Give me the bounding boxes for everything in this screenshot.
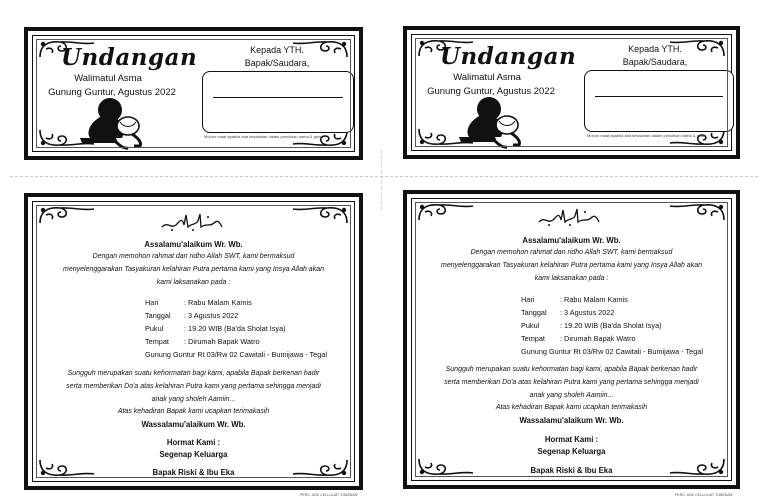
detail-value-day: : Rabu Malam Kamis	[560, 295, 628, 304]
cut-guide-horizontal	[10, 176, 758, 177]
apology-note: Mohon maaf apabila ada kesalahan dalam penulisan nama & gelar	[587, 133, 706, 138]
corner-ornament-icon	[668, 202, 726, 222]
signers: Bapak Riski & Ibu Eka	[530, 466, 613, 475]
event-address: Gunung Guntur Rt 03/Rw 02 Cawitali - Bumijawa - Tegal	[145, 350, 327, 359]
bismillah-calligraphy	[537, 206, 601, 228]
corner-ornament-icon	[38, 205, 96, 225]
recipient-name-line	[213, 97, 343, 98]
corner-ornament-icon	[291, 205, 349, 225]
to-label: Kepada YTH.	[628, 44, 682, 54]
bismillah-calligraphy	[160, 211, 224, 233]
thanks-line: Atas kehadiran Bapak kami ucapkan terimakasih	[495, 404, 648, 411]
cover-card-left	[24, 27, 363, 160]
detail-label-place: Tempat	[145, 337, 169, 346]
regards: Hormat Kami :	[166, 438, 221, 447]
intro-line-2: menyelenggarakan Tasyakuran kelahiran Putra pertama kami yang Insya Allah akan	[63, 266, 324, 273]
closing-line-2: serta memberikan Do'a atas kelahiran Putra kami yang pertama sehingga menjadi	[66, 383, 321, 390]
to-name: Bapak/Saudara,	[244, 58, 310, 68]
closing-line-3: anak yang sholeh Aamiin...	[529, 392, 614, 399]
cover-place-date: Gunung Guntur, Agustus 2022	[48, 87, 176, 98]
detail-label-date: Tanggal	[145, 311, 171, 320]
baby-illustration	[76, 94, 146, 152]
invitation-card-right	[403, 190, 740, 489]
detail-label-day: Hari	[521, 295, 535, 304]
greeting: Assalamu'alaikum Wr. Wb.	[522, 236, 621, 245]
detail-value-date: : 3 Agustus 2022	[184, 311, 239, 320]
detail-value-place: : Dirumah Bapak Watro	[184, 337, 260, 346]
intro-line-2: menyelenggarakan Tasyakuran kelahiran Putra pertama kami yang Insya Allah akan	[441, 262, 702, 269]
cover-event: Walimatul Asma	[74, 73, 142, 84]
recipient-name-box[interactable]	[584, 70, 734, 132]
closing-line-3: anak yang sholeh Aamiin...	[151, 396, 236, 403]
cover-event: Walimatul Asma	[453, 72, 521, 83]
detail-label-date: Tanggal	[521, 308, 547, 317]
greeting: Assalamu'alaikum Wr. Wb.	[144, 240, 243, 249]
farewell: Wassalamu'alaikum Wr. Wb.	[141, 420, 246, 429]
to-label: Kepada YTH.	[250, 45, 304, 55]
intro-line-1: Dengan memohon rahmat dan ridho Allah SWT, kami bermaksud	[470, 249, 673, 256]
intro-line-3: kami laksanakan pada :	[534, 275, 609, 282]
to-name: Bapak/Saudara,	[622, 57, 688, 67]
thanks-line: Atas kehadiran Bapak kami ucapkan terimakasih	[117, 408, 270, 415]
detail-label-day: Hari	[145, 298, 159, 307]
intro-line-1: Dengan memohon rahmat dan ridho Allah SWT, kami bermaksud	[92, 253, 295, 260]
farewell: Wassalamu'alaikum Wr. Wb.	[519, 416, 624, 425]
detail-value-day: : Rabu Malam Kamis	[184, 298, 252, 307]
regards: Hormat Kami :	[544, 435, 599, 444]
corner-ornament-icon	[417, 202, 475, 222]
detail-label-time: Pukul	[145, 324, 164, 333]
family: Segenap Keluarga	[537, 447, 606, 456]
detail-value-date: : 3 Agustus 2022	[560, 308, 615, 317]
print-credit: PERC. ANK CELLULAR "DINANAN"	[675, 493, 734, 497]
detail-value-place: : Dirumah Bapak Watro	[560, 334, 636, 343]
detail-label-time: Pukul	[521, 321, 540, 330]
closing-line-1: Sungguh merupakan suatu kehormatan bagi kami, apabila Bapak berkenan hadir	[445, 366, 698, 373]
baby-illustration	[455, 93, 525, 151]
print-credit: PERC. ANK CELLULAR "DINANAN"	[300, 493, 359, 497]
apology-note: Mohon maaf apabila ada kesalahan dalam penulisan nama & gelar	[204, 134, 323, 139]
invitation-card-left	[24, 193, 363, 490]
closing-line-1: Sungguh merupakan suatu kehormatan bagi kami, apabila Bapak berkenan hadir	[67, 370, 320, 377]
intro-line-3: kami laksanakan pada :	[156, 279, 231, 286]
closing-line-2: serta memberikan Do'a atas kelahiran Putra kami yang pertama sehingga menjadi	[444, 379, 699, 386]
cover-title: Undangan	[440, 43, 577, 70]
cut-guide-vertical	[381, 150, 382, 210]
detail-value-time: : 19.20 WIB (Ba'da Sholat Isya)	[184, 324, 286, 333]
detail-value-time: : 19.20 WIB (Ba'da Sholat Isya)	[560, 321, 662, 330]
signers: Bapak Riski & Ibu Eka	[152, 468, 235, 477]
cover-place-date: Gunung Guntur, Agustus 2022	[427, 86, 555, 97]
recipient-name-line	[595, 96, 723, 97]
cover-title: Undangan	[61, 44, 198, 71]
cover-card-right	[403, 26, 740, 159]
event-address: Gunung Guntur Rt 03/Rw 02 Cawitali - Bumijawa - Tegal	[521, 347, 703, 356]
family: Segenap Keluarga	[159, 450, 228, 459]
detail-label-place: Tempat	[521, 334, 545, 343]
recipient-name-box[interactable]	[202, 71, 354, 133]
